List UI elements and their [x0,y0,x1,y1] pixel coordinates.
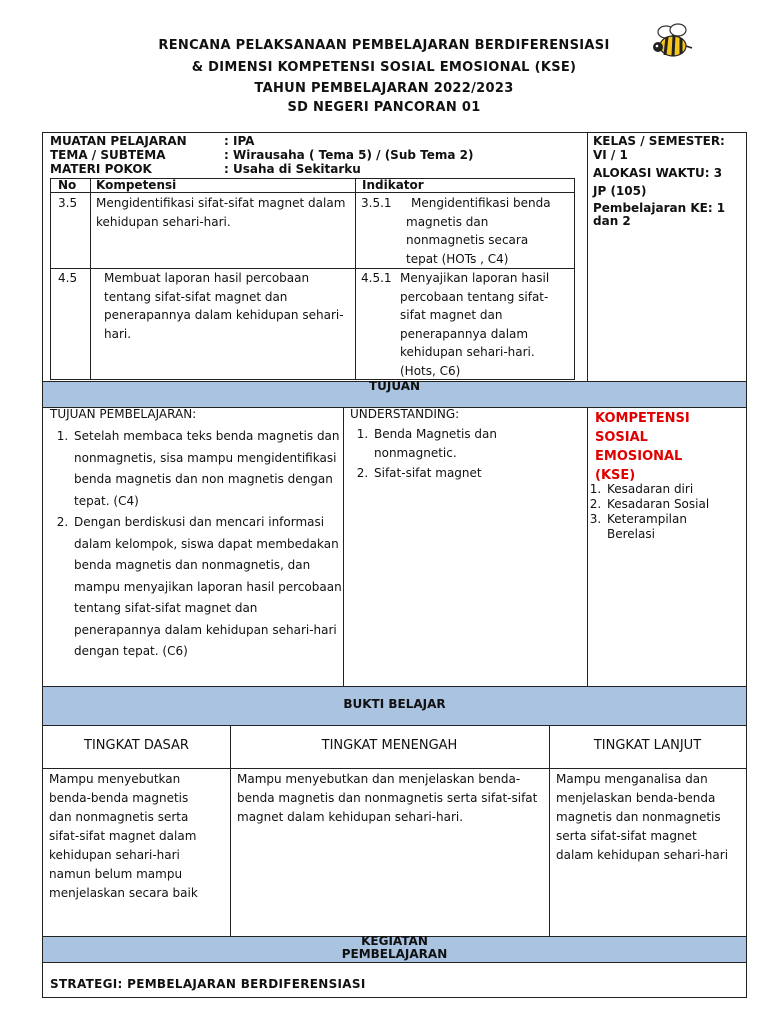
kegiatan-header-1: KEGIATAN [361,934,428,948]
kse-item: 3. Keterampilan Berelasi [605,512,737,542]
row-2-indikator: Menyajikan laporan hasil percobaan tentang sifat-sifat magnet dan penerapannya dalam kehidupan sehari-hari. (Hots, C6) [400,271,550,378]
tingkat-dasar-label: TINGKAT DASAR [84,738,189,753]
tujuan-item: 2. Dengan berdiskusi dan mencari informasi dalam kelompok, siswa dapat membedakan benda magnetis dan nonmagnetis, dan mampu menyajikan laporan hasil percobaan tentang sifat-sifat magnet dan penerapannya dalam kehidupan sehari-hari dengan tepat. (C6) [72,512,342,663]
pembelajaran-value: dan 2 [593,214,631,228]
materi-value: : Usaha di Sekitarku [224,162,361,176]
kse-title-3: EMOSIONAL [595,449,683,464]
row-2-indikator-no: 4.5.1 [361,271,392,285]
tujuan-pembelajaran-list [50,426,342,663]
bukti-header: BUKTI BELAJAR [343,697,446,711]
tingkat-menengah-label: TINGKAT MENENGAH [321,738,458,753]
row-1-kompetensi: Mengidentifikasi sifat-sifat magnet dalam kehidupan sehari-hari. [96,196,346,229]
tujuan-header: TUJUAN [368,379,421,393]
understanding-item: 1. Benda Magnetis dan nonmagnetic. [372,425,550,462]
tingkat-lanjut-label: TINGKAT LANJUT [593,738,702,753]
tingkat-lanjut-text: Mampu menganalisa dan menjelaskan benda-benda magnetis dan nonmagnetis serta sifat-sifat magnet dalam kehidupan sehari-hari [556,772,729,862]
row-1-no: 3.5 [58,196,78,210]
alokasi-value: JP (105) [593,184,647,198]
muatan-label: MUATAN PELAJARAN [50,134,187,148]
understanding-title: UNDERSTANDING: [350,407,460,421]
bee-icon [650,20,696,64]
kse-title-4: (KSE) [595,468,636,483]
row-1-indikator-no: 3.5.1 [361,196,392,210]
row-1-indikator: Mengidentifikasi benda magnetis dan nonmagnetis secara tepat (HOTs , C4) [406,196,551,266]
kse-item: 2. Kesadaran Sosial [605,497,737,512]
kse-title-1: KOMPETENSI [595,411,690,426]
row-2-no: 4.5 [58,271,78,285]
alokasi-label: ALOKASI WAKTU: 3 [593,166,723,180]
tingkat-dasar-text: Mampu menyebutkan benda-benda magnetis dan nonmagnetis serta sifat-sifat magnet dalam kehidupan sehari-hari namun belum mampu menjelaskan secara baik [49,772,198,900]
pembelajaran-label: Pembelajaran KE: 1 [593,201,726,215]
kelas-label: KELAS / SEMESTER: [593,134,725,148]
tingkat-menengah-text: Mampu menyebutkan dan menjelaskan benda-benda magnetis dan nonmagnetis serta sifat-sifat magnet dalam kehidupan sehari-hari. [237,772,538,824]
understanding-item: 2. Sifat-sifat magnet [372,464,550,483]
doc-title-line-3: TAHUN PEMBELAJARAN 2022/2023 [254,81,514,96]
kse-title-2: SOSIAL [595,430,648,445]
kse-list [587,482,737,542]
tujuan-pembelajaran-title: TUJUAN PEMBELAJARAN: [50,407,197,421]
doc-title-line-2: & DIMENSI KOMPETENSI SOSIAL EMOSIONAL (KSE) [191,60,577,75]
kegiatan-header-2: PEMBELAJARAN [341,947,448,961]
header-kompetensi: Kompetensi [96,178,177,192]
header-indikator: Indikator [362,178,424,192]
header-no: No [58,178,77,192]
row-2-kompetensi: Membuat laporan hasil percobaan tentang sifat-sifat magnet dan penerapannya dalam kehidupan sehari-hari. [104,271,344,341]
tema-label: TEMA / SUBTEMA [50,148,166,162]
understanding-list [350,425,550,483]
doc-title-line-4: SD NEGERI PANCORAN 01 [287,100,481,115]
kse-item: 1. Kesadaran diri [605,482,737,497]
tema-value: : Wirausaha ( Tema 5) / (Sub Tema 2) [224,148,474,162]
muatan-value: : IPA [224,134,255,148]
doc-title-line-1: RENCANA PELAKSANAAN PEMBELAJARAN BERDIFERENSIASI [158,38,610,53]
tujuan-item: 1. Setelah membaca teks benda magnetis dan nonmagnetis, sisa mampu mengidentifikasi benda magnetis dan non magnetis dengan tepat. (C4) [72,426,342,512]
kelas-value: VI / 1 [593,148,628,162]
strategi-text: STRATEGI: PEMBELAJARAN BERDIFERENSIASI [50,977,366,991]
materi-label: MATERI POKOK [50,162,152,176]
